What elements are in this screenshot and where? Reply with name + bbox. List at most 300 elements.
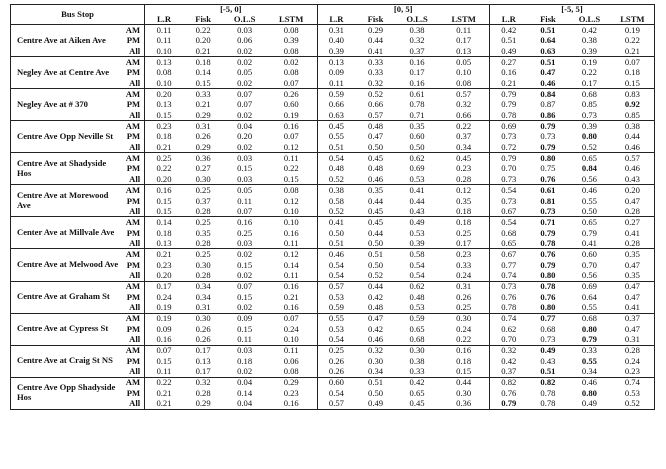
value-cell: 0.76 xyxy=(489,292,527,303)
value-cell: 0.51 xyxy=(489,35,527,46)
value-cell: 0.25 xyxy=(183,217,223,228)
value-cell: 0.28 xyxy=(611,345,655,356)
value-cell: 0.25 xyxy=(183,249,223,260)
value-cell: 0.60 xyxy=(409,131,425,142)
value-cell: 0.10 xyxy=(283,334,299,345)
value-cell: 0.17 xyxy=(183,345,223,356)
value-cell: 0.29 xyxy=(195,398,211,409)
value-cell: 0.82 xyxy=(489,377,527,388)
value-cell: 0.43 xyxy=(624,174,640,184)
metric-header: L.R xyxy=(145,14,183,25)
value-cell: 0.79 xyxy=(540,142,556,152)
value-cell: 0.56 xyxy=(581,270,597,281)
value-cell: 0.30 xyxy=(195,259,211,270)
time-of-day: All xyxy=(129,110,141,120)
value-cell: 0.24 xyxy=(145,292,183,303)
value-cell: 0.05 xyxy=(237,67,253,78)
value-cell: 0.18 xyxy=(237,355,253,366)
value-cell: 0.69 xyxy=(568,281,611,292)
value-cell: 0.32 xyxy=(409,35,425,46)
bus-stop-name: Centre Ave Opp Neville St xyxy=(11,121,120,153)
value-cell: 0.45 xyxy=(409,398,425,409)
value-cell: 0.11 xyxy=(317,78,355,89)
time-of-day: AM xyxy=(119,57,145,68)
metric-header: L.R xyxy=(489,14,527,25)
value-cell: 0.02 xyxy=(223,57,266,68)
value-cell: 0.84 xyxy=(528,89,568,100)
value-cell: 0.47 xyxy=(355,313,395,324)
value-cell: 0.20 xyxy=(195,35,211,46)
value-cell: 0.46 xyxy=(540,77,556,88)
bus-stop-name: Centre Ave at Cypress St xyxy=(11,313,120,345)
value-cell: 0.24 xyxy=(624,355,640,366)
value-cell: 0.34 xyxy=(368,366,384,377)
value-cell: 0.26 xyxy=(317,367,355,378)
value-cell: 0.54 xyxy=(317,260,355,271)
header-row-groups xyxy=(11,5,655,15)
value-cell: 0.39 xyxy=(409,238,425,249)
value-cell: 0.20 xyxy=(611,185,655,196)
value-cell: 0.85 xyxy=(624,110,640,120)
value-cell: 0.73 xyxy=(540,206,556,216)
value-cell: 0.76 xyxy=(528,249,568,260)
value-cell: 0.42 xyxy=(489,356,527,367)
table-row xyxy=(11,377,655,388)
results-table xyxy=(10,4,655,410)
value-cell: 0.08 xyxy=(266,25,317,36)
value-cell: 0.02 xyxy=(266,57,317,68)
group-header-neg5-0: [-5, 0] xyxy=(145,5,317,15)
value-cell: 0.23 xyxy=(145,260,183,271)
value-cell: 0.26 xyxy=(317,356,355,367)
time-of-day: All xyxy=(129,174,141,184)
value-cell: 0.14 xyxy=(195,67,211,78)
value-cell: 0.12 xyxy=(283,142,299,152)
value-cell: 0.20 xyxy=(237,131,253,142)
value-cell: 0.13 xyxy=(145,238,183,249)
value-cell: 0.22 xyxy=(283,163,299,174)
value-cell: 0.04 xyxy=(223,121,266,132)
value-cell: 0.69 xyxy=(409,163,425,174)
value-cell: 0.18 xyxy=(456,206,472,216)
value-cell: 0.37 xyxy=(409,45,425,56)
value-cell: 0.54 xyxy=(317,270,355,281)
value-cell: 0.31 xyxy=(195,302,211,313)
value-cell: 0.54 xyxy=(489,185,527,196)
group-header-neg5-5: [-5, 5] xyxy=(489,5,654,15)
value-cell: 0.60 xyxy=(568,249,611,260)
value-cell: 0.73 xyxy=(489,174,527,185)
value-cell: 0.79 xyxy=(540,227,556,238)
value-cell: 0.49 xyxy=(489,46,527,57)
value-cell: 0.18 xyxy=(624,67,640,78)
value-cell: 0.03 xyxy=(223,153,266,164)
value-cell: 0.23 xyxy=(438,249,489,260)
value-cell: 0.54 xyxy=(317,153,355,164)
value-cell: 0.55 xyxy=(581,195,597,206)
time-of-day: PM xyxy=(126,35,141,46)
value-cell: 0.47 xyxy=(624,195,640,206)
value-cell: 0.66 xyxy=(368,99,384,110)
table-row xyxy=(11,57,655,68)
bus-stop-name: Centre Ave at Aiken Ave xyxy=(11,25,120,57)
value-cell: 0.26 xyxy=(266,89,317,100)
value-cell: 0.28 xyxy=(624,206,640,216)
value-cell: 0.45 xyxy=(368,206,384,216)
metric-header: LSTM xyxy=(266,14,317,25)
time-of-day: All xyxy=(129,142,141,152)
time-of-day: PM xyxy=(126,131,141,142)
value-cell: 0.41 xyxy=(317,217,355,228)
value-cell: 0.92 xyxy=(624,99,640,110)
value-cell: 0.20 xyxy=(145,89,183,100)
value-cell: 0.02 xyxy=(237,366,253,377)
bus-stop-name: Negley Ave at Centre Ave xyxy=(11,57,120,89)
metric-header: LSTM xyxy=(438,14,489,25)
time-of-day: PM xyxy=(126,291,141,302)
bus-stop-name: Centre Ave at Craig St NS xyxy=(11,345,120,377)
value-cell: 0.73 xyxy=(540,334,556,345)
value-cell: 0.16 xyxy=(283,398,299,409)
value-cell: 0.41 xyxy=(624,227,640,238)
value-cell: 0.48 xyxy=(368,302,384,313)
time-of-day: All xyxy=(129,398,141,409)
bus-stop-name: Centre Ave at Melwood Ave xyxy=(11,249,120,281)
value-cell: 0.43 xyxy=(540,355,556,366)
value-cell: 0.23 xyxy=(145,121,183,132)
value-cell: 0.50 xyxy=(317,228,355,239)
value-cell: 0.57 xyxy=(438,89,489,100)
value-cell: 0.65 xyxy=(568,153,611,164)
value-cell: 0.62 xyxy=(396,153,439,164)
value-cell: 0.71 xyxy=(528,217,568,228)
value-cell: 0.24 xyxy=(456,270,472,281)
value-cell: 0.21 xyxy=(195,45,211,56)
value-cell: 0.81 xyxy=(540,195,556,206)
value-cell: 0.45 xyxy=(355,153,395,164)
value-cell: 0.53 xyxy=(409,227,425,238)
time-of-day: PM xyxy=(126,195,141,206)
value-cell: 0.50 xyxy=(409,142,425,152)
time-of-day: AM xyxy=(119,281,145,292)
value-cell: 0.57 xyxy=(611,153,655,164)
value-cell: 0.80 xyxy=(540,270,556,281)
table-row xyxy=(11,249,655,260)
value-cell: 0.02 xyxy=(237,77,253,88)
value-cell: 0.64 xyxy=(540,35,556,46)
value-cell: 0.30 xyxy=(438,313,489,324)
value-cell: 0.50 xyxy=(368,142,384,152)
value-cell: 0.31 xyxy=(438,281,489,292)
value-cell: 0.07 xyxy=(283,131,299,142)
value-cell: 0.47 xyxy=(540,67,556,78)
time-of-day: All xyxy=(129,238,141,249)
value-cell: 0.09 xyxy=(317,67,355,78)
value-cell: 0.37 xyxy=(611,313,655,324)
value-cell: 0.24 xyxy=(283,323,299,334)
value-cell: 0.38 xyxy=(611,121,655,132)
value-cell: 0.21 xyxy=(145,388,183,399)
value-cell: 0.07 xyxy=(611,57,655,68)
table-row xyxy=(11,25,655,36)
time-of-day: PM xyxy=(126,355,141,366)
value-cell: 0.64 xyxy=(581,291,597,302)
value-cell: 0.62 xyxy=(489,324,527,335)
value-cell: 0.15 xyxy=(145,196,183,207)
value-cell: 0.78 xyxy=(409,99,425,110)
value-cell: 0.03 xyxy=(237,238,253,249)
value-cell: 0.39 xyxy=(283,35,299,46)
value-cell: 0.07 xyxy=(237,99,253,110)
value-cell: 0.36 xyxy=(183,153,223,164)
value-cell: 0.07 xyxy=(223,281,266,292)
value-cell: 0.62 xyxy=(396,281,439,292)
value-cell: 0.08 xyxy=(456,77,472,88)
value-cell: 0.65 xyxy=(489,238,527,249)
time-of-day: AM xyxy=(119,185,145,196)
value-cell: 0.78 xyxy=(540,238,556,249)
value-cell: 0.61 xyxy=(396,89,439,100)
value-cell: 0.50 xyxy=(368,387,384,398)
value-cell: 0.12 xyxy=(266,249,317,260)
value-cell: 0.60 xyxy=(317,377,355,388)
value-cell: 0.55 xyxy=(317,131,355,142)
value-cell: 0.41 xyxy=(368,45,384,56)
value-cell: 0.73 xyxy=(489,196,527,207)
value-cell: 0.31 xyxy=(317,25,355,36)
value-cell: 0.42 xyxy=(368,291,384,302)
value-cell: 0.28 xyxy=(195,206,211,216)
value-cell: 0.65 xyxy=(409,387,425,398)
value-cell: 0.13 xyxy=(145,99,183,110)
value-cell: 0.76 xyxy=(489,388,527,399)
value-cell: 0.15 xyxy=(456,366,472,377)
value-cell: 0.15 xyxy=(145,206,183,217)
value-cell: 0.30 xyxy=(183,313,223,324)
metric-header: Fisk xyxy=(528,14,568,25)
value-cell: 0.16 xyxy=(223,217,266,228)
value-cell: 0.41 xyxy=(396,185,439,196)
value-cell: 0.79 xyxy=(489,399,527,410)
value-cell: 0.11 xyxy=(145,35,183,46)
value-cell: 0.21 xyxy=(195,99,211,110)
value-cell: 0.79 xyxy=(540,259,556,270)
value-cell: 0.22 xyxy=(145,377,183,388)
value-cell: 0.21 xyxy=(283,291,299,302)
value-cell: 0.44 xyxy=(368,195,384,206)
value-cell: 0.06 xyxy=(283,355,299,366)
value-cell: 0.10 xyxy=(456,67,472,78)
value-cell: 0.37 xyxy=(489,367,527,378)
value-cell: 0.80 xyxy=(581,387,597,398)
value-cell: 0.20 xyxy=(145,174,183,185)
value-cell: 0.32 xyxy=(489,345,527,356)
value-cell: 0.42 xyxy=(489,25,527,36)
value-cell: 0.11 xyxy=(145,367,183,378)
value-cell: 0.73 xyxy=(489,131,527,142)
time-of-day: AM xyxy=(119,121,145,132)
value-cell: 0.14 xyxy=(237,387,253,398)
time-of-day: All xyxy=(129,270,141,281)
value-cell: 0.30 xyxy=(456,387,472,398)
time-of-day: AM xyxy=(119,345,145,356)
value-cell: 0.09 xyxy=(145,324,183,335)
value-cell: 0.18 xyxy=(145,131,183,142)
value-cell: 0.17 xyxy=(581,77,597,88)
table-row xyxy=(11,153,655,164)
value-cell: 0.18 xyxy=(145,228,183,239)
value-cell: 0.63 xyxy=(540,45,556,56)
value-cell: 0.26 xyxy=(195,131,211,142)
value-cell: 0.47 xyxy=(624,291,640,302)
metric-header: O.L.S xyxy=(568,14,611,25)
value-cell: 0.21 xyxy=(624,45,640,56)
value-cell: 0.44 xyxy=(624,131,640,142)
value-cell: 0.10 xyxy=(266,217,317,228)
value-cell: 0.47 xyxy=(368,131,384,142)
value-cell: 0.18 xyxy=(183,57,223,68)
time-of-day: PM xyxy=(126,163,141,174)
value-cell: 0.44 xyxy=(438,377,489,388)
value-cell: 0.27 xyxy=(195,163,211,174)
value-cell: 0.08 xyxy=(283,366,299,377)
value-cell: 0.31 xyxy=(183,121,223,132)
value-cell: 0.08 xyxy=(283,67,299,78)
value-cell: 0.80 xyxy=(581,131,597,142)
time-of-day: AM xyxy=(119,377,145,388)
value-cell: 0.16 xyxy=(283,302,299,313)
table-row xyxy=(11,121,655,132)
value-cell: 0.10 xyxy=(283,206,299,216)
value-cell: 0.59 xyxy=(396,313,439,324)
time-of-day: All xyxy=(129,302,141,313)
value-cell: 0.33 xyxy=(183,89,223,100)
value-cell: 0.52 xyxy=(368,270,384,281)
value-cell: 0.46 xyxy=(368,174,384,184)
value-cell: 0.85 xyxy=(581,99,597,110)
value-cell: 0.79 xyxy=(489,99,527,110)
value-cell: 0.13 xyxy=(145,57,183,68)
value-cell: 0.55 xyxy=(317,313,355,324)
value-cell: 0.29 xyxy=(355,25,395,36)
value-cell: 0.44 xyxy=(409,195,425,206)
value-cell: 0.07 xyxy=(237,206,253,216)
value-cell: 0.03 xyxy=(223,345,266,356)
value-cell: 0.78 xyxy=(528,281,568,292)
value-cell: 0.49 xyxy=(368,398,384,409)
value-cell: 0.25 xyxy=(456,302,472,313)
value-cell: 0.11 xyxy=(266,153,317,164)
value-cell: 0.37 xyxy=(195,195,211,206)
value-cell: 0.70 xyxy=(581,259,597,270)
value-cell: 0.77 xyxy=(528,313,568,324)
value-cell: 0.72 xyxy=(489,142,527,153)
value-cell: 0.17 xyxy=(456,35,472,46)
value-cell: 0.22 xyxy=(456,334,472,345)
value-cell: 0.54 xyxy=(409,259,425,270)
value-cell: 0.26 xyxy=(456,291,472,302)
value-cell: 0.16 xyxy=(145,334,183,345)
value-cell: 0.70 xyxy=(489,334,527,345)
value-cell: 0.15 xyxy=(237,323,253,334)
value-cell: 0.31 xyxy=(624,334,640,345)
time-of-day: PM xyxy=(126,67,141,78)
value-cell: 0.46 xyxy=(368,334,384,345)
time-of-day: PM xyxy=(126,259,141,270)
value-cell: 0.16 xyxy=(266,121,317,132)
group-header-0-5: [0, 5] xyxy=(317,5,489,15)
table-row xyxy=(11,281,655,292)
value-cell: 0.47 xyxy=(611,281,655,292)
table-row xyxy=(11,217,655,228)
value-cell: 0.02 xyxy=(237,270,253,281)
value-cell: 0.74 xyxy=(611,377,655,388)
value-cell: 0.16 xyxy=(438,345,489,356)
value-cell: 0.53 xyxy=(409,174,425,184)
value-cell: 0.77 xyxy=(489,260,527,271)
value-cell: 0.38 xyxy=(317,185,355,196)
value-cell: 0.25 xyxy=(183,185,223,196)
time-of-day: All xyxy=(129,77,141,88)
value-cell: 0.49 xyxy=(528,345,568,356)
value-cell: 0.13 xyxy=(317,57,355,68)
metric-header: LSTM xyxy=(611,14,655,25)
value-cell: 0.58 xyxy=(396,249,439,260)
value-cell: 0.74 xyxy=(489,270,527,281)
value-cell: 0.22 xyxy=(581,67,597,78)
value-cell: 0.33 xyxy=(456,259,472,270)
time-of-day: All xyxy=(129,366,141,377)
value-cell: 0.46 xyxy=(624,163,640,174)
value-cell: 0.73 xyxy=(540,131,556,142)
value-cell: 0.16 xyxy=(409,77,425,88)
value-cell: 0.57 xyxy=(317,399,355,410)
value-cell: 0.33 xyxy=(568,345,611,356)
table-body xyxy=(11,25,655,410)
value-cell: 0.54 xyxy=(317,334,355,345)
value-cell: 0.11 xyxy=(266,345,317,356)
value-cell: 0.34 xyxy=(581,366,597,377)
value-cell: 0.35 xyxy=(456,195,472,206)
value-cell: 0.02 xyxy=(237,45,253,56)
value-cell: 0.19 xyxy=(568,57,611,68)
value-cell: 0.07 xyxy=(145,345,183,356)
value-cell: 0.11 xyxy=(145,25,183,36)
value-cell: 0.50 xyxy=(368,238,384,249)
value-cell: 0.19 xyxy=(145,302,183,313)
value-cell: 0.57 xyxy=(368,110,384,120)
value-cell: 0.28 xyxy=(456,174,472,184)
value-cell: 0.42 xyxy=(396,377,439,388)
value-cell: 0.68 xyxy=(540,323,556,334)
value-cell: 0.19 xyxy=(145,313,183,324)
table-row xyxy=(11,185,655,196)
time-of-day: PM xyxy=(126,99,141,110)
value-cell: 0.80 xyxy=(528,153,568,164)
value-cell: 0.21 xyxy=(489,78,527,89)
time-of-day: All xyxy=(129,206,141,216)
value-cell: 0.51 xyxy=(528,25,568,36)
value-cell: 0.53 xyxy=(317,324,355,335)
value-cell: 0.17 xyxy=(195,366,211,377)
value-cell: 0.16 xyxy=(283,227,299,238)
bus-stop-name: Center Ave at Millvale Ave xyxy=(11,217,120,249)
time-of-day: PM xyxy=(126,387,141,398)
value-cell: 0.17 xyxy=(456,238,472,249)
bus-stop-name: Centre Ave at Graham St xyxy=(11,281,120,313)
value-cell: 0.33 xyxy=(368,67,384,78)
value-cell: 0.08 xyxy=(266,185,317,196)
